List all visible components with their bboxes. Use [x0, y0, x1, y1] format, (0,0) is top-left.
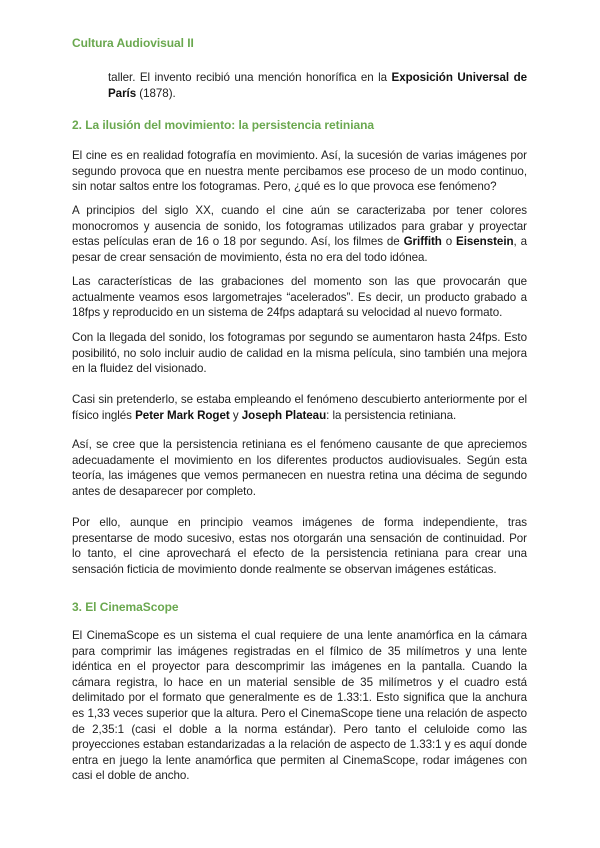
intro-bold-exposicion: Exposición Universal de París: [108, 71, 527, 100]
p2-text-2: o: [441, 235, 457, 249]
intro-text-1: taller. El invento recibió una mención honorífica en la: [108, 71, 392, 84]
p2-bold-griffith: Griffith: [403, 235, 442, 249]
section-2-paragraph-7: Por ello, aunque en principio veamos imágenes de forma independiente, tras presentarse de modo sucesivo, estas nos otorgarán una sensación de continuidad. Por lo tanto, el cine aprovechará el efecto de la persistencia retiniana para crear una sensación ficticia de movimiento donde realmente se observan imágenes estáticas.: [72, 516, 527, 576]
section-3-paragraph-1: El CinemaScope es un sistema el cual requiere de una lente anamórfica en la cámara para comprimir las imágenes registradas en el fílmico de 35 milímetros y una lente idéntica en el proyector para descomprimir las imágenes en la pantalla. Cuando la cámara registra, lo hace en un material sensible de 35 milímetros y el cuadro está delimitado por el formato que generalmente es de 1.33:1. Esto significa que la anchura es 1,33 veces superior que la altura. Pero el CinemaScope tiene una relación de aspecto de 2,35:1 (casi el doble a la norma estándar). Pero tanto el celuloide como las proyecciones estaban estandarizadas a la relación de aspecto de 1.33:1 y es aquí donde entra en juego la lente anamórfica que permiten al CinemaScope, rodar imágenes con casi el doble de ancho.: [72, 629, 527, 783]
section-2-paragraph-3: Las características de las grabaciones del momento son las que provocarán que actualmente veamos esos largometrajes “acelerados”. Es decir, un producto grabado a 18fps y reproducido en un sistema de 24fps adaptará su velocidad al nuevo formato.: [72, 275, 527, 320]
p5-bold-plateau: Joseph Plateau: [241, 408, 327, 422]
section-2-paragraph-2: [72, 203, 527, 265]
section-2-heading: 2. La ilusión del movimiento: la persistencia retiniana: [72, 118, 375, 132]
running-header: Cultura Audiovisual II: [72, 36, 194, 50]
p2-text-3: , a pesar de crear sensación de movimiento, ésta no era del todo idónea.: [72, 235, 527, 264]
p5-text-1: Casi sin pretenderlo, se estaba empleando el fenómeno descubierto anteriormente por el físico inglés: [72, 393, 527, 422]
p5-bold-roget: Peter Mark Roget: [135, 408, 230, 422]
section-3-heading: 3. El CinemaScope: [72, 600, 179, 614]
section-2-paragraph-6: Así, se cree que la persistencia retiniana es el fenómeno causante de que apreciemos adecuadamente el movimiento en los diferentes productos audiovisuales. Según esta teoría, las imágenes que vemos permanecen en nuestra retina una décima de segundo antes de desaparecer por completo.: [72, 438, 527, 498]
section-2-paragraph-4: Con la llegada del sonido, los fotogramas por segundo se aumentaron hasta 24fps. Esto posibilitó, no solo incluir audio de calidad en la misma película, sino también una mejora en la fluidez del visionado.: [72, 331, 527, 376]
p5-text-2: y: [229, 408, 242, 422]
section-2-paragraph-5: [72, 392, 527, 423]
intro-paragraph: [108, 70, 527, 101]
section-2-paragraph-1: El cine es en realidad fotografía en movimiento. Así, la sucesión de varias imágenes por segundo provoca que en nuestra mente percibamos ese proceso de un modo continuo, sin notar saltos entre los fotogramas. Pero, ¿qué es lo que provoca ese fenómeno?: [72, 149, 527, 194]
p2-text-1: A principios del siglo XX, cuando el cine aún se caracterizaba por tener colores monocromos y ausencia de sonido, los fotogramas utilizados para grabar y proyectar estas películas eran de 16 o 18 por segundo. Así, los filmes de: [72, 204, 527, 249]
p2-bold-eisenstein: Eisenstein: [456, 235, 514, 249]
p5-text-3: : la persistencia retiniana.: [326, 408, 457, 422]
intro-text-2: (1878).: [136, 86, 176, 100]
